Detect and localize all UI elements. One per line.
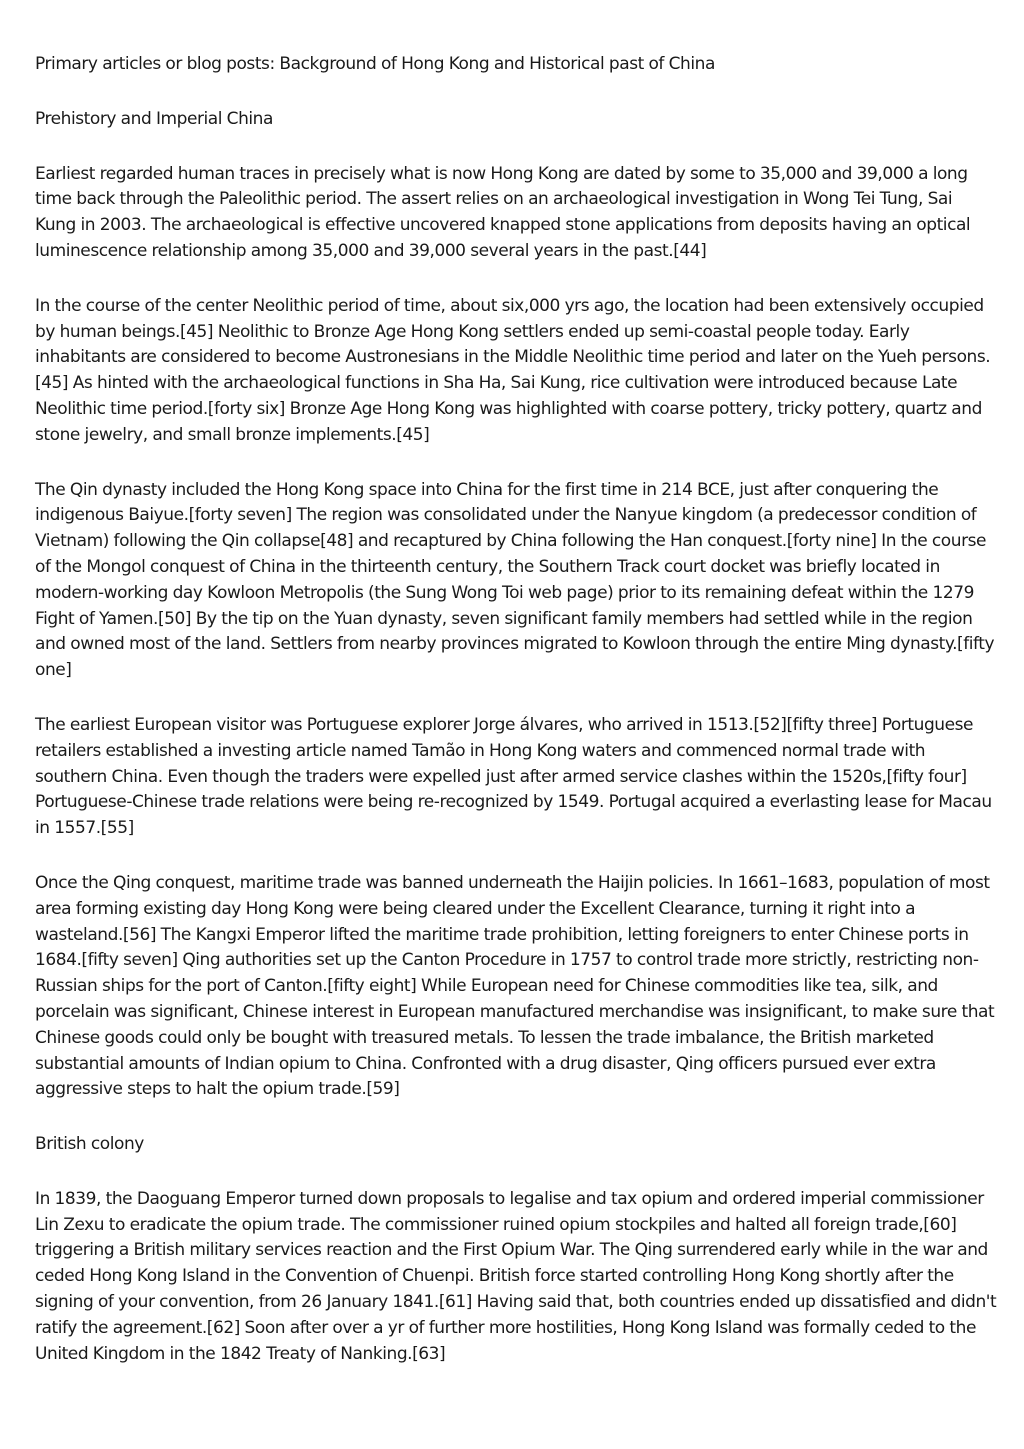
document-body xyxy=(35,52,997,1396)
paragraph-qing-conquest: Once the Qing conquest, maritime trade was banned underneath the Haijin policies. In 1661–1683, population of most area forming existing day Hong Kong were being cleared under the Excellent Clearance, turning it right into a wasteland.[56] The Kangxi Emperor lifted the maritime trade prohibition, letting foreigners to enter Chinese ports in 1684.[fifty seven] Qing authorities set up the Canton Procedure in 1757 to control trade more strictly, restricting non-Russian ships for the port of Canton.[fifty eight] While European need for Chinese commodities like tea, silk, and porcelain was significant, Chinese interest in European manufactured merchandise was insignificant, to make sure that Chinese goods could only be bought with treasured metals. To lessen the trade imbalance, the British marketed substantial amounts of Indian opium to China. Confronted with a drug disaster, Qing officers pursued ever extra aggressive steps to halt the opium trade.[59] xyxy=(35,872,995,1100)
paragraph-paleolithic: Earliest regarded human traces in precisely what is now Hong Kong are dated by some to 35,000 and 39,000 a long time back through the Paleolithic period. The assert relies on an archaeological investigation in Wong Tei Tung, Sai Kung in 2003. The archaeological is effective uncovered knapped stone applications from deposits having an optical luminescence relationship among 35,000 and 39,000 several years in the past.[44] xyxy=(35,163,971,261)
document-title: Primary articles or blog posts: Background of Hong Kong and Historical past of China xyxy=(35,54,715,74)
paragraph-qin-dynasty: The Qin dynasty included the Hong Kong space into China for the first time in 214 BCE, just after conquering the indigenous Baiyue.[forty seven] The region was consolidated under the Nanyue kingdom (a predecessor condition of Vietnam) following the Qin collapse[48] and recaptured by China following the Han conquest.[forty nine] In the course of the Mongol conquest of China in the thirteenth century, the Southern Track court docket was briefly located in modern-working day Kowloon Metropolis (the Sung Wong Toi web page) prior to its remaining defeat within the 1279 Fight of Yamen.[50] By the tip on the Yuan dynasty, seven significant family members had settled while in the region and owned most of the land. Settlers from nearby provinces migrated to Kowloon through the entire Ming dynasty.[fifty one] xyxy=(35,479,995,681)
section-heading-british-colony: British colony xyxy=(35,1134,144,1155)
paragraph-european-visitor: The earliest European visitor was Portuguese explorer Jorge álvares, who arrived in 1513.[52][fifty three] Portuguese retailers established a investing article named Tamão in Hong Kong waters and commenced normal trade with southern China. Even though the traders were expelled just after armed service clashes within the 1520s,[fifty four] Portuguese-Chinese trade relations were being re-recognized by 1549. Portugal acquired a everlasting lease for Macau in 1557.[55] xyxy=(35,714,992,839)
paragraph-opium-war: In 1839, the Daoguang Emperor turned down proposals to legalise and tax opium and ordered imperial commissioner Lin Zexu to eradicate the opium trade. The commissioner ruined opium stockpiles and halted all foreign trade,[60] triggering a British military services reaction and the First Opium War. The Qing surrendered early while in the war and ceded Hong Kong Island in the Convention of Chuenpi. British force started controlling Hong Kong shortly after the signing of your convention, from 26 January 1841.[61] Having said that, both countries ended up dissatisfied and didn't ratify the agreement.[62] Soon after over a yr of further more hostilities, Hong Kong Island was formally ceded to the United Kingdom in the 1842 Treaty of Nanking.[63] xyxy=(35,1188,997,1364)
paragraph-neolithic: In the course of the center Neolithic period of time, about six,000 yrs ago, the location had been extensively occupied by human beings.[45] Neolithic to Bronze Age Hong Kong settlers ended up semi-coastal people today. Early inhabitants are considered to become Austronesians in the Middle Neolithic time period and later on the Yueh persons.[45] As hinted with the archaeological functions in Sha Ha, Sai Kung, rice cultivation were introduced because Late Neolithic time period.[forty six] Bronze Age Hong Kong was highlighted with coarse pottery, tricky pottery, quartz and stone jewelry, and small bronze implements.[45] xyxy=(35,295,991,445)
section-heading-prehistory: Prehistory and Imperial China xyxy=(35,108,273,129)
